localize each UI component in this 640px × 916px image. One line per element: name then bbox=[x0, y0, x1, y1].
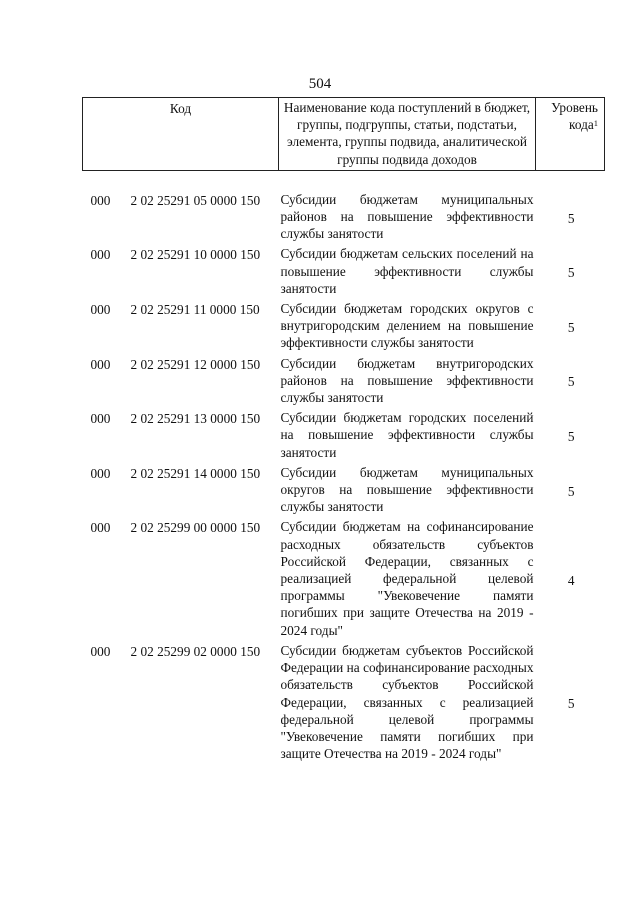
table-row bbox=[83, 300, 605, 355]
header-code: Код bbox=[83, 98, 279, 171]
table-row bbox=[83, 518, 605, 641]
code-cell bbox=[83, 245, 279, 300]
code-cell bbox=[83, 191, 279, 246]
admin-code: 000 bbox=[90, 411, 111, 427]
table-body bbox=[83, 170, 605, 765]
code-name: Субсидии бюджетам субъектов Российской Федерации на софинансирование расходных обязательств субъектов Российской Федерации, связанных с реализацией федеральной целевой программы "Увековечение памяти погибших при защите Отечества на 2019 - 2024 годы" bbox=[280, 642, 534, 762]
header-name: Наименование кода поступлений в бюджет, группы, подгруппы, статьи, подстатьи, элемента, группы подвида, аналитической группы подвида доходов bbox=[279, 98, 536, 171]
code-name: Субсидии бюджетам городских округов с внутригородским делением на повышение эффективности службы занятости bbox=[280, 301, 534, 351]
table-row bbox=[83, 191, 605, 246]
code-level: 5 bbox=[567, 428, 575, 444]
table-row bbox=[83, 245, 605, 300]
code-cell bbox=[83, 355, 279, 410]
code-name: Субсидии бюджетам муниципальных округов на повышение эффективности службы занятости bbox=[280, 464, 534, 515]
code-cell bbox=[83, 518, 279, 641]
code-name: Субсидии бюджетам муниципальных районов на повышение эффективности службы занятости bbox=[280, 191, 534, 242]
table-row bbox=[83, 464, 605, 519]
table-row bbox=[83, 409, 605, 464]
revenue-code: 2 02 25291 05 0000 150 bbox=[130, 192, 261, 208]
code-level: 5 bbox=[567, 265, 575, 281]
code-cell bbox=[83, 464, 279, 519]
code-level: 5 bbox=[567, 210, 575, 226]
revenue-code: 2 02 25299 02 0000 150 bbox=[130, 643, 261, 659]
code-level: 4 bbox=[567, 572, 575, 588]
code-name: Субсидии бюджетам внутригородских районов на повышение эффективности службы занятости bbox=[280, 355, 534, 406]
revenue-code: 2 02 25291 14 0000 150 bbox=[130, 465, 261, 481]
table-row bbox=[83, 642, 605, 765]
code-level: 5 bbox=[567, 696, 575, 711]
code-level: 5 bbox=[567, 374, 575, 390]
admin-code: 000 bbox=[90, 247, 111, 263]
admin-code: 000 bbox=[90, 520, 111, 536]
footnote-marker: 1 bbox=[593, 118, 598, 129]
code-cell bbox=[83, 642, 279, 765]
revenue-code: 2 02 25291 11 0000 150 bbox=[130, 302, 260, 318]
header-level: Уровень кода$^1$ bbox=[536, 98, 605, 171]
admin-code: 000 bbox=[90, 465, 111, 481]
admin-code: 000 bbox=[90, 192, 111, 208]
code-name: Субсидии бюджетам на софинансирование расходных обязательств субъектов Российской Федерации, связанных с реализацией федеральной целевой программы "Увековечение памяти погибших при защите Отечества на 2019 - 2024 годы" bbox=[280, 519, 534, 638]
code-cell bbox=[83, 300, 279, 355]
revenue-codes-table bbox=[82, 97, 605, 765]
code-name: Субсидии бюджетам сельских поселений на повышение эффективности службы занятости bbox=[280, 246, 534, 296]
admin-code: 000 bbox=[90, 302, 111, 318]
code-level: 5 bbox=[567, 319, 575, 335]
admin-code: 000 bbox=[90, 643, 111, 659]
admin-code: 000 bbox=[90, 356, 111, 372]
revenue-code: 2 02 25291 13 0000 150 bbox=[130, 411, 261, 427]
code-cell bbox=[83, 409, 279, 464]
code-name: Субсидии бюджетам городских поселений на повышение эффективности службы занятости bbox=[280, 410, 534, 460]
revenue-code: 2 02 25291 12 0000 150 bbox=[130, 356, 261, 372]
code-level: 5 bbox=[567, 483, 575, 499]
page-number: 504 bbox=[308, 76, 332, 92]
revenue-code: 2 02 25299 00 0000 150 bbox=[130, 520, 261, 536]
table-row bbox=[83, 355, 605, 410]
table-header bbox=[83, 98, 605, 171]
revenue-code: 2 02 25291 10 0000 150 bbox=[130, 247, 261, 263]
